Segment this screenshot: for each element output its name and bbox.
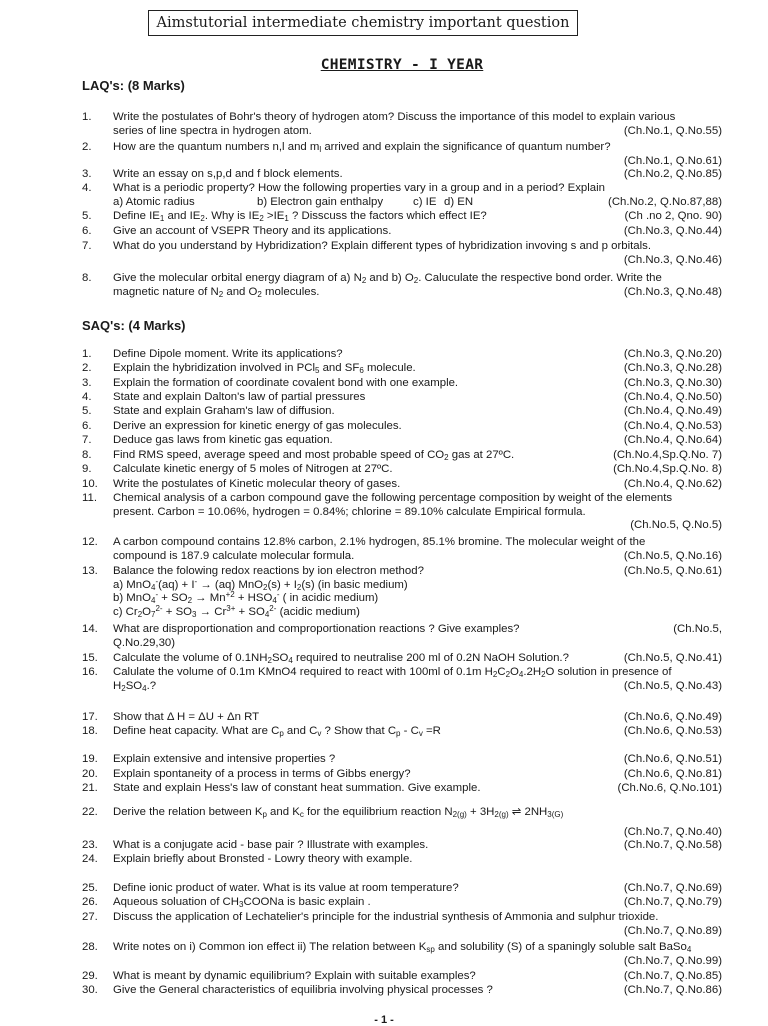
option-electron-gain-enthalpy: b) Electron gain enthalpy (257, 195, 384, 208)
question-text: Explain briefly about Bronsted - Lowry theory with example. (113, 853, 413, 865)
subscript: 2 (257, 289, 262, 299)
question-number: 13. (82, 565, 98, 577)
laq-question-1 (82, 111, 722, 138)
reaction-b: b) $MnO_4^- + SO_2 \to Mn^{+2} + HSO_4^-$ ( in acidic medium) (113, 590, 379, 605)
question-reference: (Ch.No.7, Q.No.69) (623, 882, 722, 894)
question-number: 19. (82, 753, 98, 765)
question-number: 8. (82, 449, 92, 461)
question-number: 1. (82, 111, 92, 123)
subscript: 2 (444, 453, 449, 462)
question-reference: (Ch.No.7, Q.No.58) (623, 839, 722, 851)
question-number: 8. (82, 272, 92, 284)
question-number: 2. (82, 362, 92, 374)
saq-question-30 (82, 984, 722, 998)
question-number: 5. (82, 210, 92, 222)
question-text: Write the postulates of Bohr's theory of hydrogen atom? Discuss the importance of this model to explain various (113, 111, 676, 123)
question-text: Discuss the application of Lechatelier's principle for the industrial synthesis of Ammonia and sulphur trioxide. (113, 911, 659, 923)
option-ie: c) IE (413, 195, 437, 208)
question-text: Explain the formation of coordinate covalent bond with one example. (113, 377, 459, 389)
question-number: 15. (82, 652, 98, 664)
laq-question-3 (82, 168, 722, 182)
question-number: 14. (82, 623, 98, 635)
question-reference: (Ch.No.7, Q.No.89) (623, 924, 722, 937)
question-text: Define ionic product of water. What is its value at room temperature? (113, 882, 459, 894)
subscript: 2 (218, 289, 224, 299)
saq-question-22: 22. Derive the relation between $K_p$ and $K_c$ for the equilibrium reaction $N_{2(g)} + 3H_{2(g)}$ ⇌ $2NH_{3(G)}$ (Ch.No.7, Q.No.40) (82, 806, 722, 838)
reaction-c: c) $Cr_2O_7^{2-} + SO_3 \to Cr^{3+} + SO_4^{2-}$ (acidic medium) (113, 603, 360, 619)
subscript: 5 (314, 366, 320, 375)
saq-question-8 (82, 449, 722, 463)
saq-question-21 (82, 782, 722, 796)
question-text: Explain extensive and intensive properties ? (113, 753, 336, 765)
question-reference: (Ch.No.3, Q.No.44) (623, 225, 722, 237)
laq-question-8 (82, 272, 722, 299)
subscript: 1 (284, 214, 289, 223)
question-reference: (Ch.No.7, Q.No.79) (623, 896, 722, 908)
saq-question-24 (82, 853, 722, 867)
saq-question-10 (82, 478, 722, 492)
question-number: 6. (82, 420, 92, 432)
saq-question-3 (82, 377, 722, 391)
saq-question-29 (82, 970, 722, 984)
question-text-cont: arrived and explain the significance of quantum number? (321, 141, 611, 153)
question-text: What is a periodic property? How the following properties vary in a group and in a period? Explain (113, 182, 605, 194)
question-number: 11. (82, 492, 97, 504)
question-text: A carbon compound contains 12.8% carbon, 2.1% hydrogen, 85.1% bromine. The molecular weight of the (113, 536, 646, 548)
saq-question-20 (82, 768, 722, 782)
question-text: and b) O (366, 272, 414, 284)
question-reference: (Ch.No.5, Q.No.43) (623, 679, 722, 692)
reaction-a: a) MnO$_4$-(aq) + I- → (aq) $MnO_2(s) + I_2(s)$ (in basic medium) (113, 576, 408, 592)
question-reference: (Ch.No.5, (673, 623, 722, 635)
question-text: Define heat capacity. What are C (113, 725, 280, 737)
question-text-cont: compound is 187.9 calculate molecular formula. (113, 549, 355, 562)
question-reference: (Ch.No.7, Q.No.86) (623, 984, 722, 996)
question-number: 23. (82, 839, 98, 851)
saq-question-28: 28. Write notes on i) Common ion effect ii) The relation between $K_{sp}$ and solubility (S) of a spaningly soluble salt BaSo$_4$ (Ch.No.7, Q.No.99) (82, 941, 722, 967)
question-reference: (Ch.No.5, Q.No.16) (623, 549, 722, 562)
question-number: 17. (82, 711, 98, 723)
subscript: 2 (413, 276, 419, 285)
saq-question-4 (82, 391, 722, 405)
question-reference: (Ch.No.1, Q.No.61) (623, 154, 722, 167)
question-reference: (Ch.No.1, Q.No.55) (623, 124, 722, 137)
question-reference: (Ch .no 2, Qno. 90) (624, 210, 722, 222)
laq-question-2 (82, 141, 722, 168)
page-number: - 1 - (374, 1014, 394, 1026)
question-reference: (Ch.No.3, Q.No.48) (623, 285, 722, 298)
question-reference: (Ch.No.6, Q.No.101) (617, 782, 722, 794)
question-number: 24. (82, 853, 98, 865)
question-reference: (Ch.No.4, Q.No.62) (623, 478, 722, 490)
saq-question-27 (82, 911, 722, 938)
question-reference: (Ch.No.5, Q.No.41) (623, 652, 722, 664)
question-text: >IE (263, 210, 285, 222)
laq-question-4 (82, 182, 722, 209)
saq-question-15: 15. Calculate the volume of $0.1NH_2SO_4$ required to neutralise 200 ml of 0.2N NaOH Solution.? (Ch.No.5, Q.No.41) (82, 652, 722, 665)
saq-question-13 (82, 565, 722, 619)
question-number: 1. (82, 348, 92, 360)
saq-question-9 (82, 463, 722, 477)
page-title: CHEMISTRY - I YEAR (320, 57, 484, 73)
saq-question-6 (82, 420, 722, 434)
question-text: What are disproportionation and comproportionation reactions ? Give examples? (113, 623, 520, 635)
subscript: 1 (159, 214, 165, 223)
saq-question-2 (82, 362, 722, 376)
subscript: 6 (359, 366, 364, 375)
subscript: 2 (200, 214, 205, 223)
question-reference: (Ch.No.6, Q.No.53) (623, 725, 722, 737)
question-text: Write an essay on s,p,d and f block elements. (113, 168, 343, 180)
question-text: Give the molecular orbital energy diagram of a) N (113, 272, 362, 284)
question-number: 12. (82, 536, 98, 548)
question-number: 5. (82, 405, 92, 417)
question-number: 7. (82, 434, 92, 446)
question-number: 3. (82, 168, 92, 180)
question-text: molecule. (363, 362, 416, 374)
question-text: Define Dipole moment. Write its applications? (113, 348, 343, 360)
question-text: Calculate kinetic energy of 5 moles of Nitrogen at 27ºC. (113, 463, 393, 475)
question-text-cont: present. Carbon = 10.06%, hydrogen = 0.84%; chlorine = 89.10% calculate Empirical formula. (113, 505, 586, 518)
question-text: Show that Δ H = ΔU + Δn RT (113, 711, 260, 723)
question-text: ? Disscuss the factors which effect IE? (288, 210, 487, 222)
question-number: 28. (82, 941, 98, 953)
question-text: What do you understand by Hybridization? Explain different types of hybridization invoving s and p orbitals. (113, 240, 651, 252)
question-reference: (Ch.No.4, Q.No.53) (623, 420, 722, 432)
question-text: Define IE (113, 210, 160, 222)
saq-question-23 (82, 839, 722, 853)
question-number: 4. (82, 391, 92, 403)
question-text: Give the General characteristics of equilibria involving physical processes ? (113, 984, 493, 996)
question-text: magnetic nature of N (113, 285, 219, 298)
saq-question-17 (82, 711, 722, 725)
question-reference: (Ch.No.6, Q.No.49) (623, 711, 722, 723)
question-text: How are the quantum numbers n,l and m (113, 141, 320, 153)
question-text: and SF (319, 362, 360, 374)
question-number: 3. (82, 377, 92, 389)
question-reference: (Ch.No.4,Sp.Q.No. 7) (613, 449, 722, 461)
question-reference: (Ch.No.4, Q.No.49) (623, 405, 722, 417)
saq-question-5 (82, 405, 722, 419)
question-reference: (Ch.No.4, Q.No.64) (623, 434, 722, 446)
question-reference: (Ch.No.6, Q.No.81) (623, 768, 722, 780)
question-number: 2. (82, 141, 92, 153)
question-reference: (Ch.No.5, Q.No.5) (630, 519, 722, 531)
question-text: Explain the hybridization involved in PCl (113, 362, 315, 374)
question-text: Calculate the volume of 0.1NH (113, 652, 268, 664)
question-reference: (Ch.No.2, Q.No.87,88) (608, 195, 722, 208)
saq-question-14 (82, 623, 722, 650)
question-text: Balance the folowing redox reactions by ion electron method? (113, 565, 424, 577)
question-text: Derive the relation between K (113, 806, 263, 818)
question-text: Chemical analysis of a carbon compound gave the following percentage composition by weight of the elements (113, 492, 673, 504)
question-reference-cont: Q.No.29,30) (113, 636, 176, 649)
question-reference: (Ch.No.7, Q.No.40) (623, 825, 722, 838)
question-text: molecules. (261, 285, 320, 298)
question-reference: (Ch.No.7, Q.No.99) (623, 954, 722, 967)
question-text: Write notes on i) Common ion effect ii) The relation between K (113, 941, 427, 953)
header-title-box: Aimstutorial intermediate chemistry important question (148, 10, 578, 36)
question-number: 25. (82, 882, 98, 894)
question-text: and IE (164, 210, 201, 222)
question-reference: (Ch.No.2, Q.No.85) (623, 168, 722, 180)
question-reference: (Ch.No.4,Sp.Q.No. 8) (613, 463, 722, 475)
question-text: gas at 27ºC. (448, 449, 515, 461)
question-number: 26. (82, 896, 98, 908)
question-text: What is a conjugate acid - base pair ? Illustrate with examples. (113, 839, 429, 851)
question-text: Calulate the volume of 0.1m KMnO4 required to react with 100ml of 0.1m H (113, 666, 493, 678)
option-en: d) EN (444, 195, 474, 208)
option-atomic-radius: a) Atomic radius (113, 195, 195, 208)
question-reference: (Ch.No.3, Q.No.28) (623, 362, 722, 374)
question-text: What is meant by dynamic equilibrium? Explain with suitable examples? (113, 970, 476, 982)
saq-question-25 (82, 882, 722, 896)
question-reference: (Ch.No.3, Q.No.20) (623, 348, 722, 360)
question-reference: (Ch.No.4, Q.No.50) (623, 391, 722, 403)
question-text: Find RMS speed, average speed and most probable speed of CO (113, 449, 445, 461)
question-text: Deduce gas laws from kinetic gas equation. (113, 434, 333, 446)
subscript: 2 (361, 276, 367, 285)
question-number: 20. (82, 768, 98, 780)
question-number: 16. (82, 666, 98, 678)
saq-heading: SAQ's: (4 Marks) (82, 318, 186, 333)
question-number: 9. (82, 463, 92, 475)
question-text: State and explain Hess's law of constant heat summation. Give example. (113, 782, 481, 794)
saq-question-1 (82, 348, 722, 362)
subscript: l (319, 145, 322, 154)
question-text: Give an account of VSEPR Theory and its applications. (113, 225, 392, 237)
question-text: and O (223, 285, 258, 298)
question-reference: (Ch.No.5, Q.No.61) (623, 565, 722, 577)
question-number: 6. (82, 225, 92, 237)
question-text: . Caluculate the respective bond order. Write the (418, 272, 662, 284)
laq-heading: LAQ's: (8 Marks) (82, 78, 185, 93)
question-text-cont: series of line spectra in hydrogen atom. (113, 124, 312, 137)
saq-question-7 (82, 434, 722, 448)
question-text: State and explain Dalton's law of partial pressures (113, 391, 366, 403)
question-text: Aqueous soluation of CH (113, 896, 240, 908)
saq-question-12 (82, 536, 722, 563)
saq-question-18: 18. Define heat capacity. What are $C_p$ and $C_v$ ? Show that $C_p - C_v =R$ (Ch.No.6, Q.No.53) (82, 725, 722, 738)
question-text: Write the postulates of Kinetic molecular theory of gases. (113, 478, 401, 490)
saq-question-11 (82, 492, 722, 533)
question-reference: (Ch.No.6, Q.No.51) (623, 753, 722, 765)
question-text: Derive an expression for kinetic energy of gas molecules. (113, 420, 402, 432)
question-text: . Why is IE (204, 210, 260, 222)
question-number: 4. (82, 182, 92, 194)
question-reference: (Ch.No.3, Q.No.46) (623, 253, 722, 266)
question-number: 7. (82, 240, 92, 252)
laq-question-5 (82, 210, 722, 224)
subscript: 2 (259, 214, 264, 223)
laq-question-7 (82, 240, 722, 267)
saq-question-16: 16. Calulate the volume of 0.1m KMnO4 required to react with 100ml of 0.1m $H_2C_2O_4.2H_2O$ solution in presence of $H_2SO_4$.? (Ch.No.5, Q.No.43) (82, 666, 722, 693)
laq-question-6 (82, 225, 722, 239)
saq-question-26: 26. Aqueous soluation of $CH_3COONa$ is basic explain . (Ch.No.7, Q.No.79) (82, 896, 722, 909)
question-number: 29. (82, 970, 98, 982)
question-number: 22. (82, 806, 98, 818)
question-number: 10. (82, 478, 98, 490)
question-number: 18. (82, 725, 98, 737)
question-number: 30. (82, 984, 98, 996)
question-reference: (Ch.No.3, Q.No.30) (623, 377, 722, 389)
question-number: 21. (82, 782, 98, 794)
question-text: State and explain Graham's law of diffusion. (113, 405, 335, 417)
question-reference: (Ch.No.7, Q.No.85) (623, 970, 722, 982)
question-number: 27. (82, 911, 98, 923)
question-text: Explain spontaneity of a process in terms of Gibbs energy? (113, 768, 411, 780)
saq-question-19 (82, 753, 722, 767)
equilibrium-arrow: ⇌ (508, 806, 525, 818)
